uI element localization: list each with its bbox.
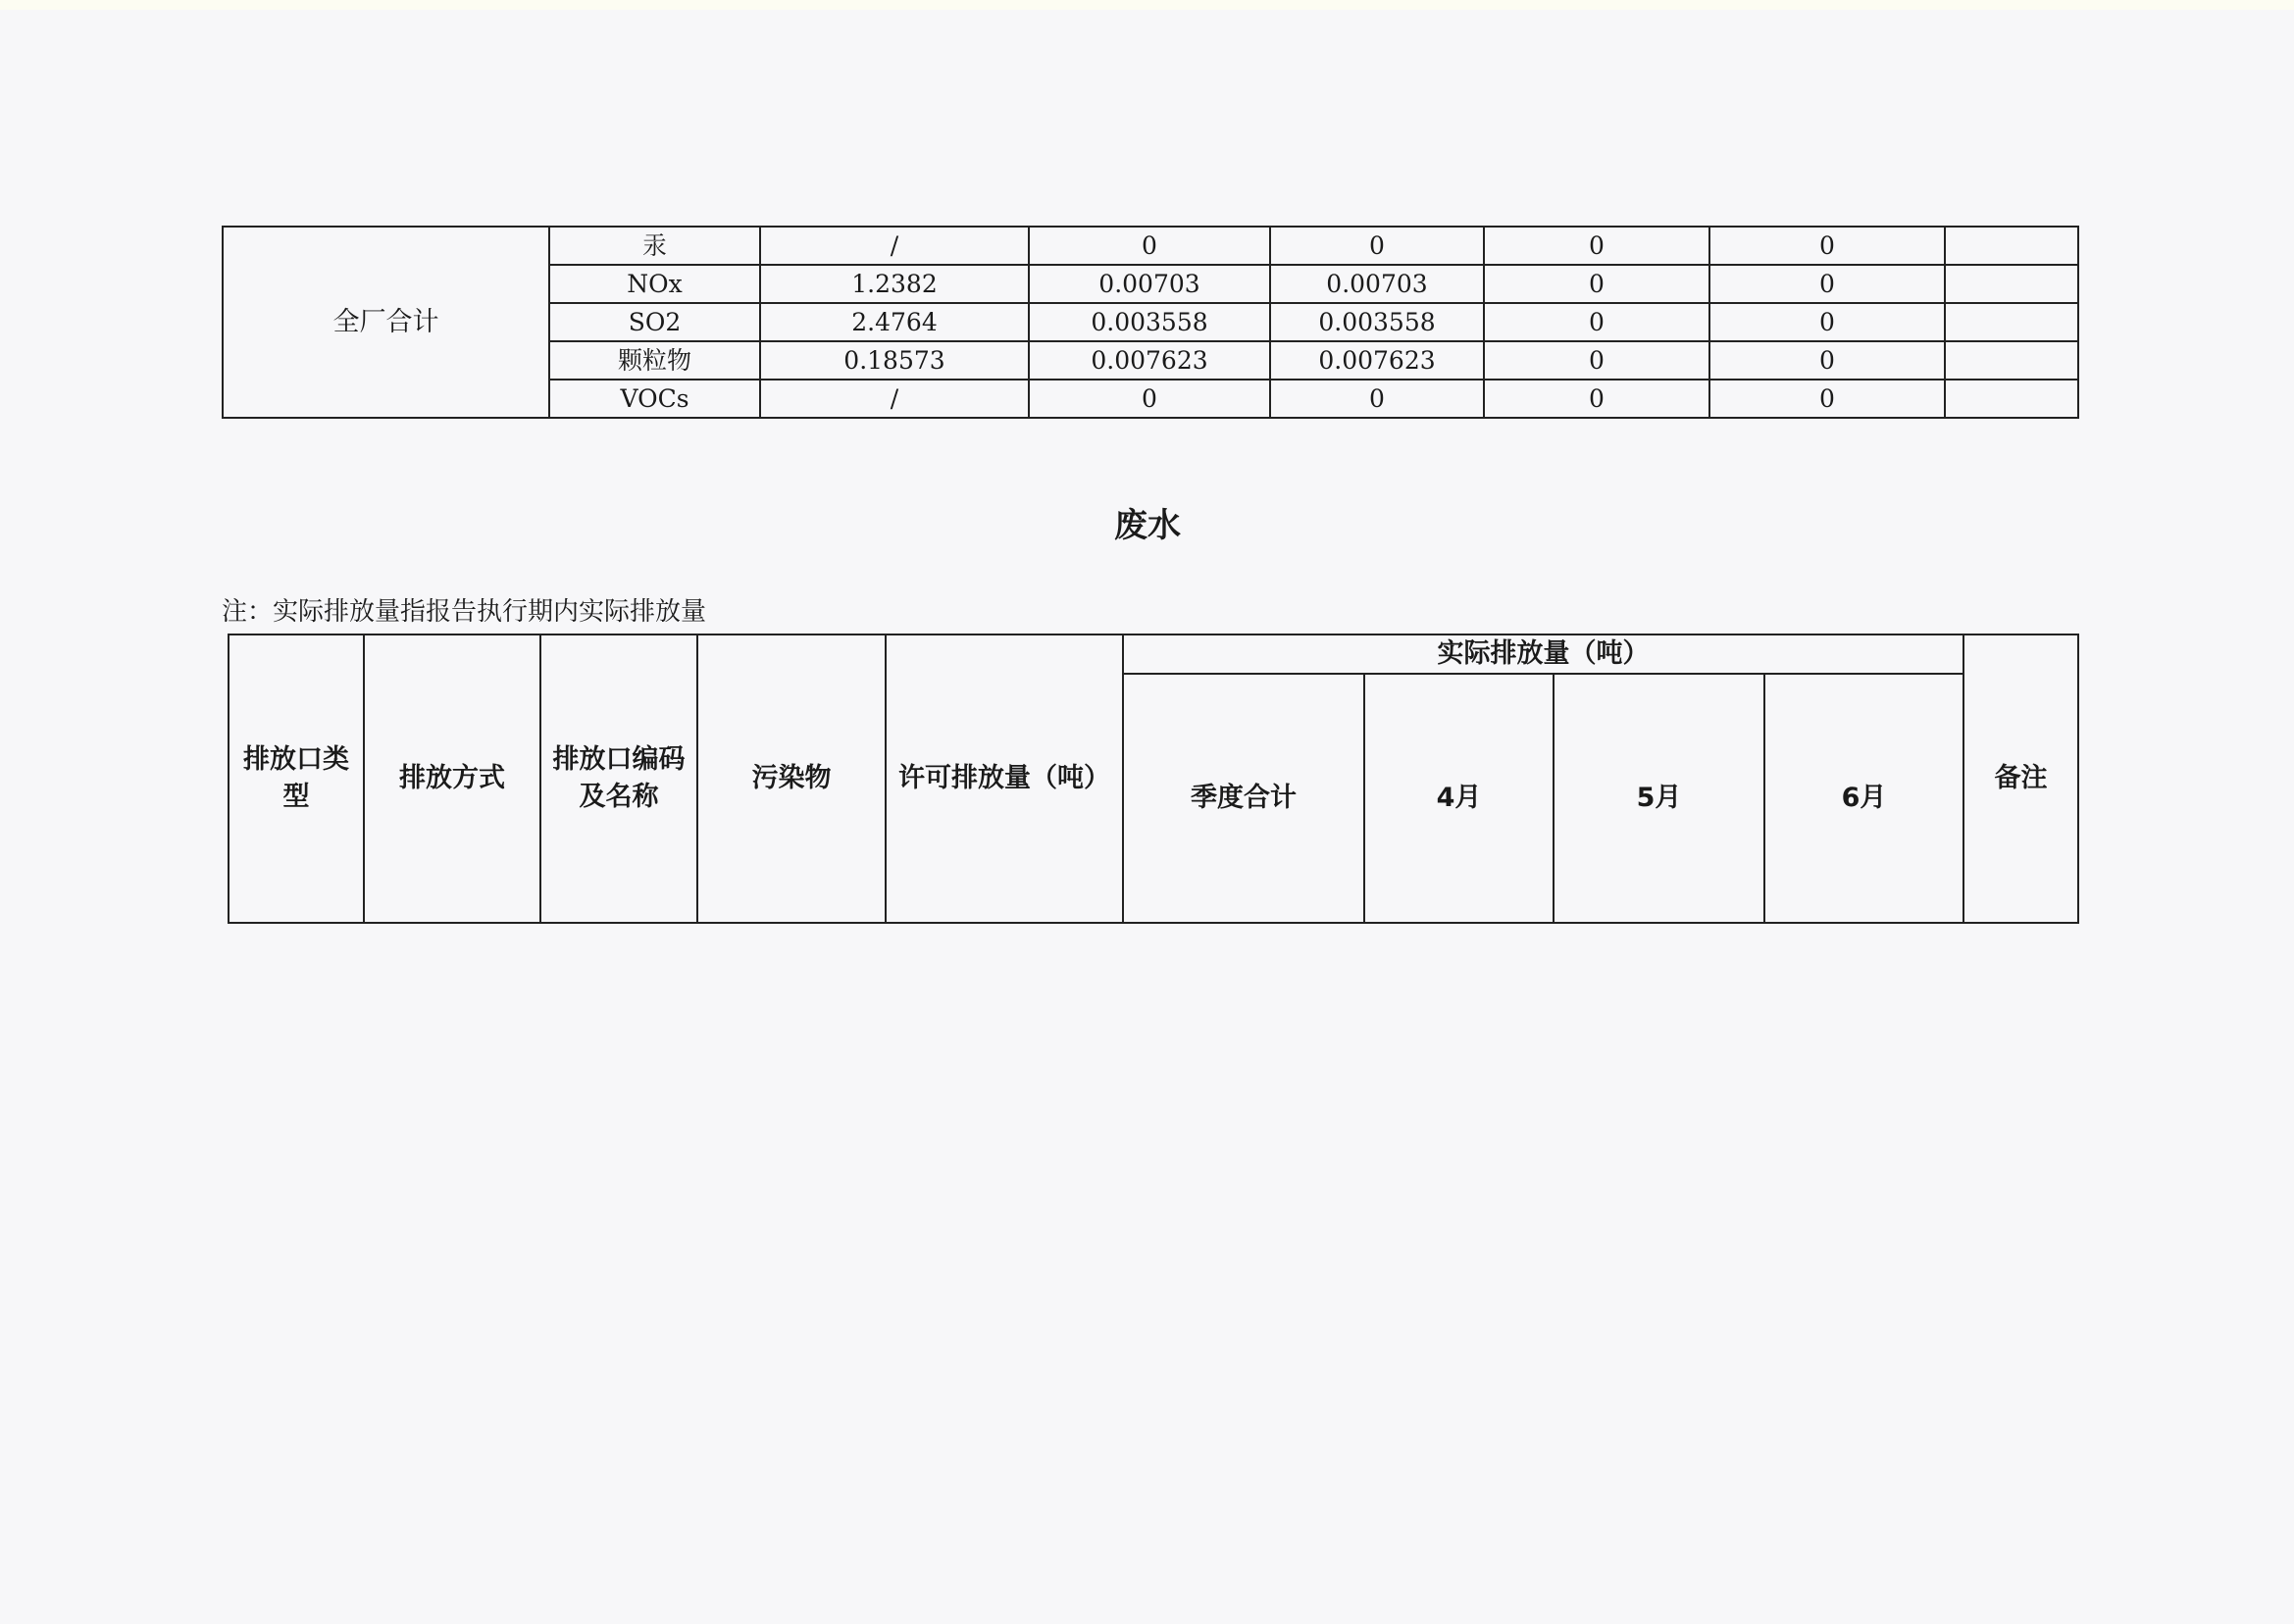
table-note: 注：实际排放量指报告执行期内实际排放量 (222, 597, 707, 627)
month-cell: 0 (1484, 341, 1709, 380)
pollutant-cell: SO2 (549, 303, 760, 341)
month-cell: 0 (1484, 265, 1709, 303)
month-cell: 0 (1484, 227, 1709, 265)
pollutant-cell: VOCs (549, 380, 760, 418)
quarter-total-cell: 0 (1029, 380, 1270, 418)
header-permitted-amount: 许可排放量（吨） (886, 634, 1123, 923)
scan-edge (0, 0, 2294, 10)
pollutant-cell: 颗粒物 (549, 341, 760, 380)
group-label: 全厂合计 (223, 227, 549, 418)
month-cell: 0.00703 (1270, 265, 1484, 303)
header-remark: 备注 (1963, 634, 2078, 923)
month-cell: 0 (1709, 303, 1945, 341)
header-june: 6月 (1764, 674, 1963, 923)
header-april: 4月 (1364, 674, 1554, 923)
table-header-row (229, 634, 2078, 674)
month-cell: 0 (1709, 341, 1945, 380)
permitted-cell: 0.18573 (760, 341, 1029, 380)
remark-cell (1945, 227, 2078, 265)
section-title: 废水 (1114, 506, 1181, 545)
month-cell: 0 (1709, 227, 1945, 265)
quarter-total-cell: 0.007623 (1029, 341, 1270, 380)
header-actual-amount: 实际排放量（吨） (1123, 634, 1963, 674)
month-cell: 0 (1484, 380, 1709, 418)
month-cell: 0 (1484, 303, 1709, 341)
table-row (223, 227, 2078, 265)
quarter-total-cell: 0.003558 (1029, 303, 1270, 341)
month-cell: 0 (1270, 227, 1484, 265)
remark-cell (1945, 341, 2078, 380)
quarter-total-cell: 0.00703 (1029, 265, 1270, 303)
month-cell: 0 (1709, 265, 1945, 303)
permitted-cell: / (760, 227, 1029, 265)
wastewater-emissions-table (228, 634, 2079, 924)
pollutant-cell: 汞 (549, 227, 760, 265)
remark-cell (1945, 380, 2078, 418)
header-pollutant: 污染物 (697, 634, 886, 923)
header-discharge-mode: 排放方式 (364, 634, 540, 923)
month-cell: 0 (1270, 380, 1484, 418)
header-outlet-type: 排放口类型 (229, 634, 364, 923)
month-cell: 0 (1709, 380, 1945, 418)
permitted-cell: 1.2382 (760, 265, 1029, 303)
air-emissions-total-table (222, 226, 2079, 419)
month-cell: 0.003558 (1270, 303, 1484, 341)
remark-cell (1945, 303, 2078, 341)
month-cell: 0.007623 (1270, 341, 1484, 380)
header-may: 5月 (1554, 674, 1764, 923)
quarter-total-cell: 0 (1029, 227, 1270, 265)
header-outlet-code-name: 排放口编码及名称 (540, 634, 697, 923)
remark-cell (1945, 265, 2078, 303)
permitted-cell: 2.4764 (760, 303, 1029, 341)
permitted-cell: / (760, 380, 1029, 418)
header-quarter-total: 季度合计 (1123, 674, 1364, 923)
pollutant-cell: NOx (549, 265, 760, 303)
